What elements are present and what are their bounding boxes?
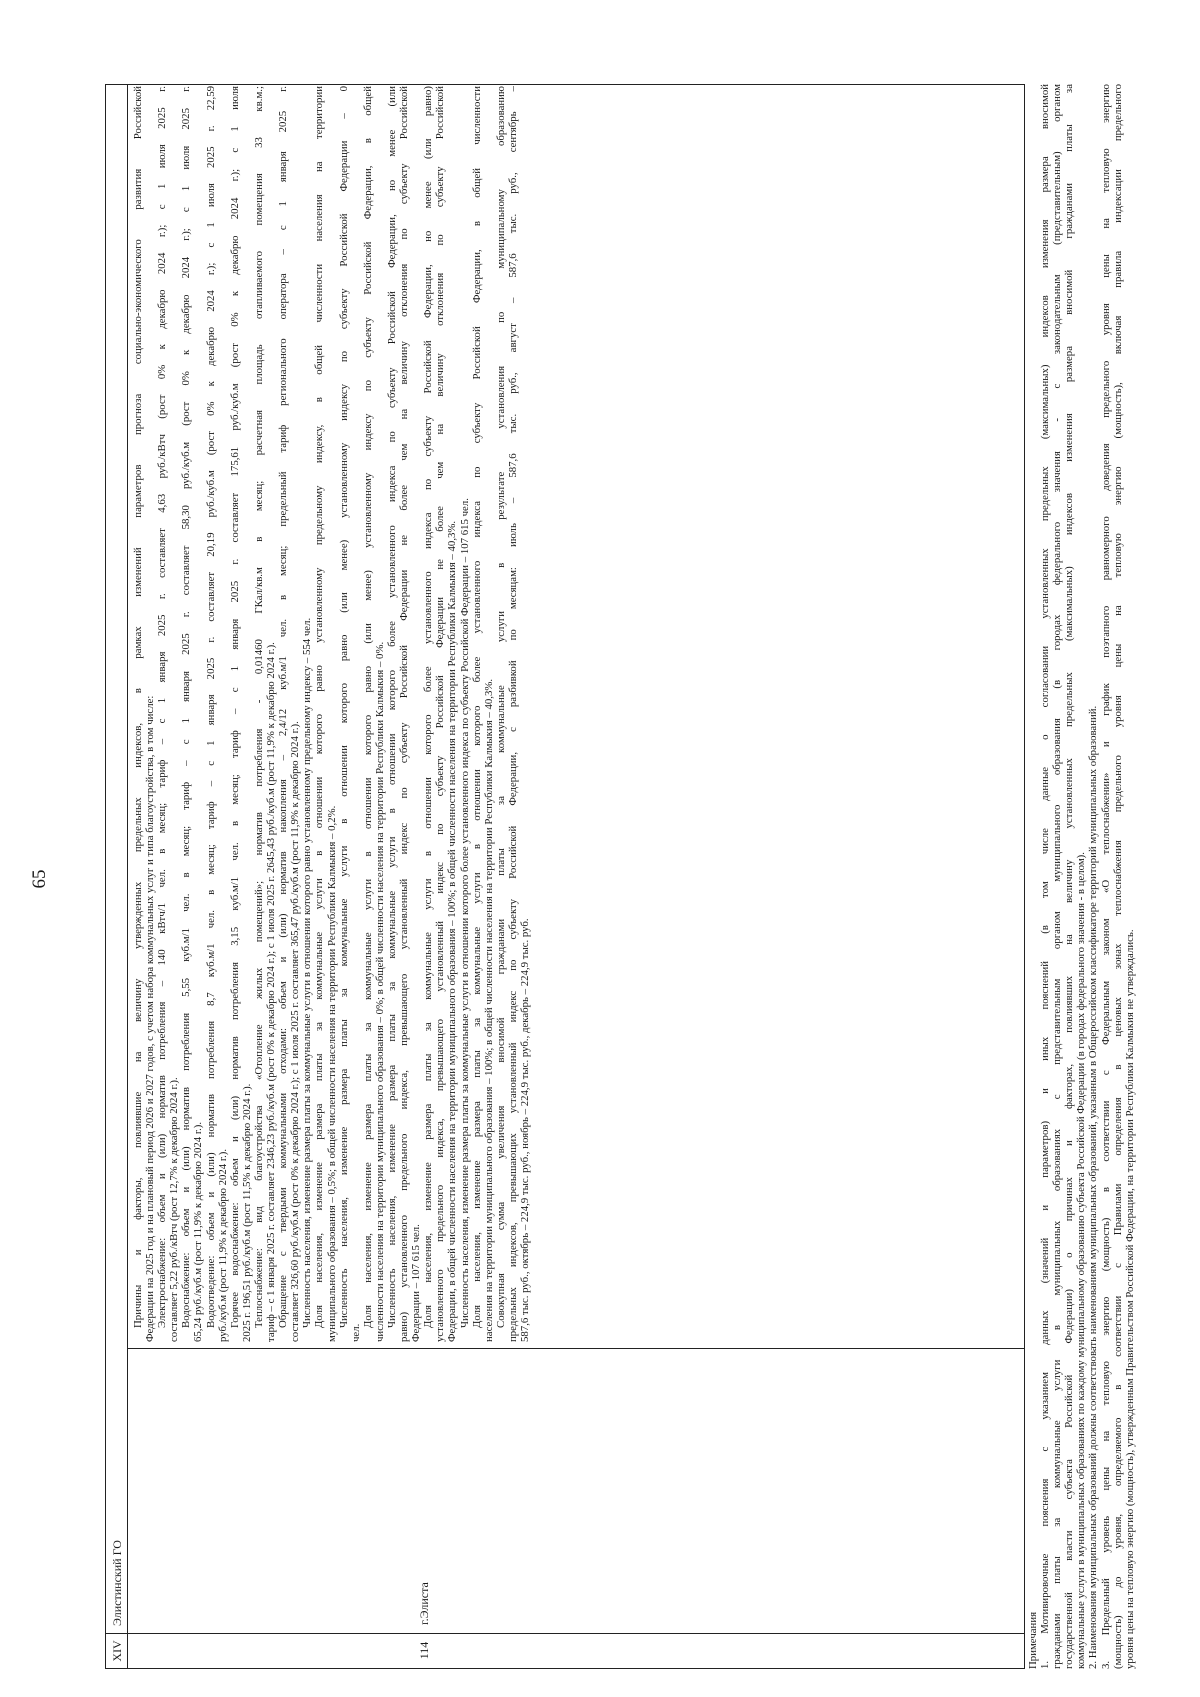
explanation-line: Теплоснабжение: вид благоустройства «Отопление жилых помещений»; норматив потребления - 0,01460 ГКал/кв.м в месяц; расчетная площадь отапливаемого помещения 33 кв.м.; <box>252 86 265 1328</box>
explanation-line: 65,24 руб./куб.м (рост 11,9% к декабрю 2024 г.). <box>192 1121 205 1342</box>
note-line: гражданами платы за коммунальные услуги в муниципальных образованиях с представительным органом муниципального образования (в городах федерального значения - с законодательным (представительным) органом <box>1051 84 1064 1669</box>
municipality-name-cell <box>128 1348 1024 1633</box>
page-number: 65 <box>29 869 50 889</box>
municipality-name: г.Элиста <box>417 1582 431 1625</box>
explanation-line: 2025 г. 196,51 руб./куб.м (рост 11,5% к декабрю 2024 г.). <box>240 1083 253 1342</box>
explanation-line: Водоснабжение: объем и (или) норматив потребления 5,55 куб.м/1 чел. в месяц; тариф – с 1 января 2025 г. составляет 58,30 руб./куб.м (рост 0% к декабрю 2024 г.); с 1 июля 2025 г. <box>180 86 193 1328</box>
explanation-line: муниципального образования – 0,5%; в общей численности населения на территории Республики Калмыкия – 0,2%. <box>325 805 338 1342</box>
notes-title: Примечания <box>1027 1611 1039 1669</box>
explanation-line: численности населения на территории муниципального образования – 0%; в общей численности населения на территории Республики Калмыкия – 0%. <box>373 641 386 1342</box>
explanation-line: Горячее водоснабжение: объем и (или) норматив потребления 3,15 куб.м/1 чел. в месяц; тариф – с 1 января 2025 г. составляет 175,61 руб./куб.м (рост 0% к декабрю 2024 г.); с 1 июля <box>228 86 241 1328</box>
explanation-line: Федерации на 2025 год и на плановый период 2026 и 2027 годов, с учетом набора коммунальных услуг и типа благоустройства, в том числе: <box>144 695 157 1342</box>
notes-section <box>1027 84 1136 1669</box>
explanation-line: 587,6 тыс. руб., октябрь – 224,9 тыс. руб., ноябрь – 224,9 тыс. руб., декабрь – 224,9 тыс. руб. <box>519 918 531 1342</box>
explanation-line: Федерации – 107 615 чел. <box>410 1224 423 1342</box>
explanation-line: чел. <box>349 1323 362 1342</box>
explanation-line: Доля населения, изменение размера платы за коммунальные услуги в отношении которого более установленного индекса по субъекту Российской Федерации, но менее (или равно) <box>422 86 435 1328</box>
explanation-line: Численность населения, изменение размера платы за коммунальные услуги в отношении которого равно установленному предельному индексу – 554 чел. <box>301 617 314 1328</box>
explanation-line: Доля населения, изменение размера платы за коммунальные услуги в отношении которого равно установленному предельному индексу, в общей численности населения на территории <box>313 86 326 1328</box>
explanation-line: Электроснабжение: объем и (или) норматив потребления – 140 кВтч/1 чел. в месяц; тариф – с 1 января 2025 г. составляет 4,63 руб./кВтч (рост 0% к декабрю 2024 г.); с 1 июля 2025 г. <box>156 86 169 1328</box>
region-number: XIV <box>106 1633 128 1668</box>
explanation-line: населения на территории муниципального образования – 100%; в общей численности населения на территории Республики Калмыкия – 40,3%. <box>482 678 495 1342</box>
municipality-number: 114 <box>417 1641 431 1660</box>
explanation-line: Численность населения, изменение размера платы за коммунальные услуги в отношении которого более установленного индекса по субъекту Российской Федерации, но менее (или <box>385 86 398 1328</box>
explanation-line: Доля населения, изменение размера платы за коммунальные услуги в отношении которого равно (или менее) установленному индексу по субъекту Российской Федерации, в общей <box>361 86 374 1328</box>
explanation-line: составляет 5,22 руб./кВтч (рост 12,7% к декабрю 2024 г.). <box>168 1077 181 1342</box>
table-row-municipality <box>128 85 1024 1668</box>
municipality-number-cell <box>128 1633 1024 1668</box>
region-name: Элистинский ГО <box>110 1540 124 1626</box>
explanation-line: установленного предельного индекса, превышающего установленный индекс по субъекту Российской Федерации не более чем на величину отклонения по субъекту Российской <box>434 86 447 1342</box>
explanation-line: Причины и факторы, повлиявшие на величину утвержденных предельных индексов, в рамках изменений параметров прогноза социально-экономического развития Российской <box>132 86 144 1328</box>
explanation-line: равно) установленного предельного индекса, превышающего установленный индекс по субъекту Российской Федерации не более чем на величину отклонения по субъекту Российской <box>398 86 411 1342</box>
explanation-line: Численность населения, изменение размера платы за коммунальные услуги в отношении которого равно (или менее) установленному индексу по субъекту Российской Федерации – 0 <box>337 86 350 1328</box>
note-line: 2. Наименования муниципальных образований должны соответствовать наименованиям муниципальных образований, указанным в Общероссийском классификаторе территорий муниципальных образований. <box>1087 705 1100 1669</box>
note-line: государственной власти субъекта Российской Федерации) о причинах и факторах, повлиявших на величину установленных предельных (максимальных) индексов изменения размера вносимой гражданами платы за <box>1063 84 1076 1669</box>
note-line: уровня цены на тепловую энергию (мощность), утвержденным Правительством Российской Федерации, на территории Республики Калмыкия не утверждались. <box>1123 929 1136 1669</box>
table-row-region <box>106 85 128 1668</box>
explanation-line: Численность населения, изменение размера платы за коммунальные услуги в отношении которого более установленного индекса по субъекту Российской Федерации – 107 615 чел. <box>458 498 471 1328</box>
note-line: 1. Мотивировочные пояснения с указанием данных (значений и параметров) и иных пояснений (в том числе данные о согласовании установленных предельных (максимальных) индексов изменения размера вносимой <box>1039 84 1052 1669</box>
explanation-text <box>128 83 1024 1348</box>
explanation-line: тариф – с 1 января 2025 г. составляет 2346,23 руб./куб.м (рост 0% к декабрю 2024 г.); с 1 июля 2025 г. 2645,43 руб./куб.м (рост 11,9% к декабрю 2024 г.). <box>265 642 278 1342</box>
explanation-line: Водоотведение: объем и (или) норматив потребления 8,7 куб.м/1 чел. в месяц; тариф – с 1 января 2025 г. составляет 20,19 руб./куб.м (рост 0% к декабрю 2024 г.); с 1 июля 2025 г. 22,59 <box>204 86 217 1328</box>
explanation-line: предельных индексов, превышающих установленный индекс по субъекту Российской Федерации, с разбивкой по месяцам: июль – 587,6 тыс. руб., август – 587,6 тыс. руб., сентябрь – <box>506 86 519 1342</box>
explanation-line: руб./куб.м (рост 11,9% к декабрю 2024 г.). <box>216 1148 229 1342</box>
explanation-line: Обращение с твердыми коммунальными отходами: объем и (или) норматив накопления – 2,4/12 куб.м/1 чел. в месяц; предельный тариф регионального оператора – с 1 января 2025 г. <box>277 86 290 1328</box>
explanation-line: Доля населения, изменение размера платы за коммунальные услуги в отношении которого более установленного индекса по субъекту Российской Федерации, в общей численности <box>470 86 483 1328</box>
explanation-line: Федерации, в общей численности населения на территории муниципального образования – 100%; в общей численности населения на территории Республики Калмыкия – 40,3%. <box>446 520 459 1342</box>
explanation-line: составляет 326,60 руб./куб.м (рост 0% к декабрю 2024 г.); с 1 июля 2025 г. составляет 365,47 руб./куб.м (рост 11,9% к декабрю 2024 г.). <box>289 721 302 1342</box>
explanation-line: Совокупная сумма увеличения вносимой гражданами платы за коммунальные услуги в результате установления по муниципальному образованию <box>494 86 507 1328</box>
note-line: коммунальные услуги в муниципальных образованиях по каждому муниципальному образованию субъекта Российской Федерации (в городах федерального значения - в целом). <box>1075 852 1088 1669</box>
rotated-sheet <box>25 74 1135 1684</box>
note-line: 3. Предельный уровень цены на тепловую энергию (мощность) в соответствии с Федеральным законом «О теплоснабжении» и график поэтапного равномерного доведения предельного уровня цены на тепловую энергию <box>1099 84 1112 1669</box>
data-table <box>105 84 1025 1669</box>
note-line: (мощность) до уровня, определяемого в соответствии с Правилами определения в ценовых зонах теплоснабжения предельного уровня цены на тепловую энергию (мощность), включая правила индексации предельного <box>1111 84 1124 1669</box>
